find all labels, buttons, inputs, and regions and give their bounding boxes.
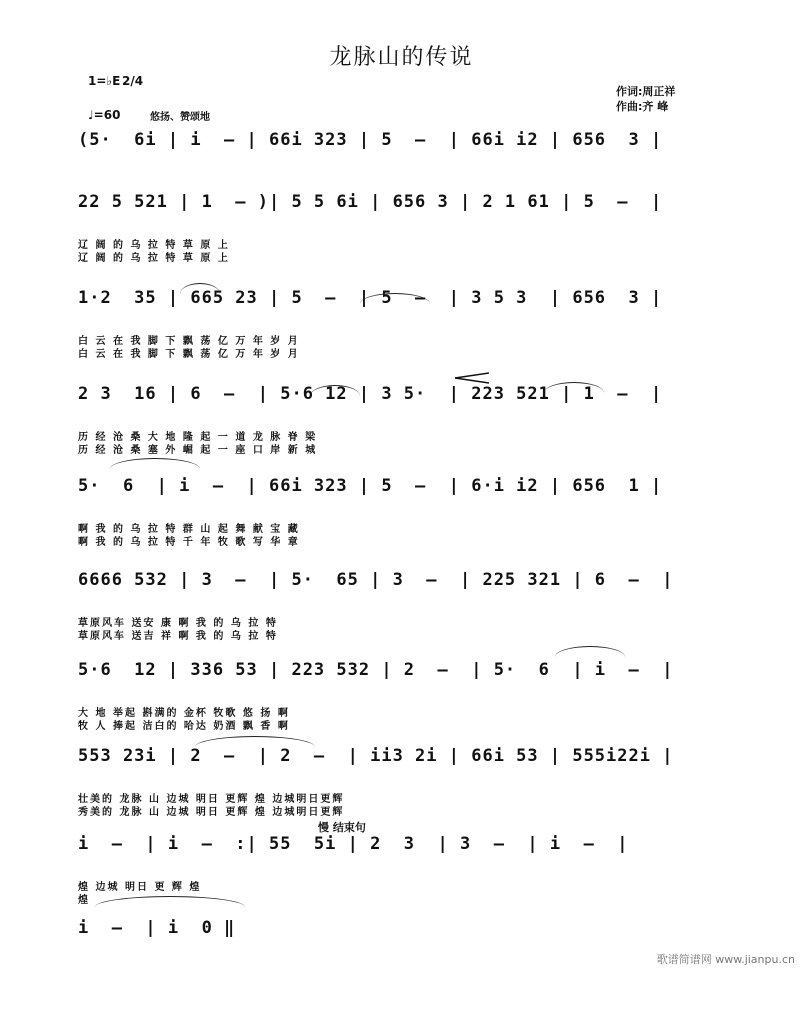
time-signature: 2/4: [122, 74, 144, 88]
note-line: i – | i 0 ‖: [78, 918, 236, 938]
lyric-line: 草原风车 送安 康 啊 我 的 乌 拉 特: [78, 618, 278, 629]
lyric-line: 白 云 在 我 脚 下 飘 荡 亿 万 年 岁 月: [78, 349, 300, 360]
score-row: [0, 476, 803, 568]
score-row: [0, 192, 803, 284]
lyric-line: 牧 人 捧起 洁白的 哈达 奶酒 飘 香 啊: [78, 721, 290, 732]
note-line: (5· 6i | i – | 66i 323 | 5 – | 66i i2 | 656 3 |: [78, 130, 663, 150]
note-line: 22 5 521 | 1 – )| 5 5 6i | 656 3 | 2 1 61 | 5 – |: [78, 192, 663, 212]
lyric-line: 历 经 沧 桑 塞 外 崛 起 一 座 口 岸 新 城: [78, 445, 318, 456]
score-row: [0, 746, 803, 838]
song-title: 龙脉山的传说: [329, 45, 474, 70]
credits: [616, 84, 675, 114]
lyric-line: 草原风车 送吉 祥 啊 我 的 乌 拉 特: [78, 631, 278, 642]
tempo-mark: ♩=60: [88, 108, 121, 122]
lyric-line: 历 经 沧 桑 大 地 隆 起 一 道 龙 脉 脊 梁: [78, 432, 318, 443]
crescendo-hairpin-icon: [455, 372, 489, 384]
score-row: [0, 570, 803, 662]
lyric-line: 辽 阔 的 乌 拉 特 草 原 上: [78, 253, 230, 264]
lyricist: 作词:周正祥: [616, 85, 676, 98]
note-line: i – | i – :| 55 5i | 2 3 | 3 – | i – |: [78, 834, 629, 854]
score-row: [0, 834, 803, 926]
note-line: 553 23i | 2 – | 2 – | ii3 2i | 66i 53 | 555i22i |: [78, 746, 674, 766]
slur-arc: [180, 283, 220, 294]
note-line: 5·6 12 | 336 53 | 223 532 | 2 – | 5· 6 | i – |: [78, 660, 674, 680]
note-line: 1·2 35 | 665 23 | 5 – | 5 – | 3 5 3 | 656 3 |: [78, 288, 663, 308]
note-line: 5· 6 | i – | 66i 323 | 5 – | 6·i i2 | 656 1 |: [78, 476, 663, 496]
key-signature: 1=♭E: [88, 74, 121, 88]
lyric-line: 辽 阔 的 乌 拉 特 草 原 上: [78, 240, 230, 251]
lyric-line: 啊 我 的 乌 拉 特 群 山 起 舞 献 宝 藏: [78, 524, 300, 535]
composer: 作曲:齐 峰: [616, 100, 669, 113]
lyric-line: 壮美的 龙脉 山 边城 明日 更辉 煌 边城明日更辉: [78, 794, 345, 805]
lyric-line: 白 云 在 我 脚 下 飘 荡 亿 万 年 岁 月: [78, 336, 300, 347]
site-watermark: 歌谱简谱网 www.jianpu.cn: [656, 953, 795, 966]
note-line: 2 3 16 | 6 – | 5·6 12 | 3 5· | 223 521 | 1 – |: [78, 384, 663, 404]
tempo-change-mark: 慢 结束句: [318, 821, 366, 834]
lyric-line: 大 地 举起 斟满的 金杯 牧歌 悠 扬 啊: [78, 708, 290, 719]
lyric-line: 煌 边城 明日 更 辉 煌: [78, 882, 202, 893]
expression-mark: 悠扬、赞颂地: [150, 112, 210, 123]
note-line: 6666 532 | 3 – | 5· 65 | 3 – | 225 321 | 6 – |: [78, 570, 674, 590]
score-row: [0, 660, 803, 752]
lyric-line: 秀美的 龙脉 山 边城 明日 更辉 煌 边城明日更辉: [78, 807, 345, 818]
lyric-line: 啊 我 的 乌 拉 特 千 年 牧 歌 写 华 章: [78, 537, 300, 548]
lyric-line: 煌: [78, 895, 90, 906]
